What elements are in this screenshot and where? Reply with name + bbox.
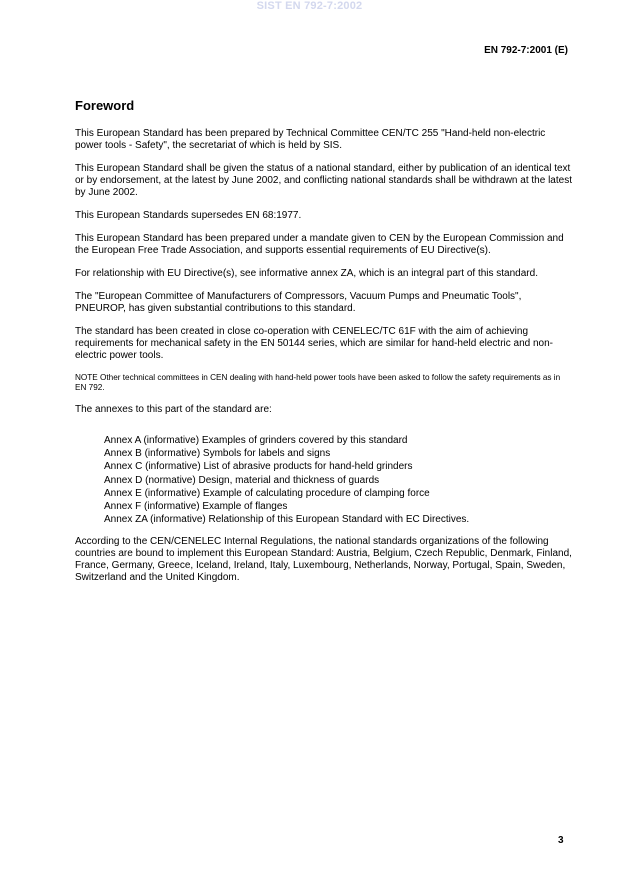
paragraph: This European Standard has been prepared by Technical Committee CEN/TC 255 "Hand-held non-electric power tools - Safety", the secretariat of which is held by SIS. <box>75 128 546 151</box>
foreword-section <box>75 98 572 595</box>
paragraph: This European Standard shall be given the status of a national standard, either by publication of an identical text or by endorsement, at the latest by June 2002, and conflicting national standards shall be withdrawn at the latest by June 2002. <box>75 163 572 198</box>
paragraph: The "European Committee of Manufacturers of Compressors, Vacuum Pumps and Pneumatic Tools", PNEUROP, has given substantial contributions to this standard. <box>75 291 522 314</box>
note: NOTE Other technical committees in CEN dealing with hand-held power tools have been asked to follow the safety requirements as in EN 792. <box>75 373 561 392</box>
paragraph: This European Standards supersedes EN 68:1977. <box>75 210 302 221</box>
watermark: SIST EN 792-7:2002 <box>256 0 363 12</box>
paragraph: For relationship with EU Directive(s), see informative annex ZA, which is an integral part of this standard. <box>75 268 538 279</box>
annex-item: Annex ZA (informative) Relationship of this European Standard with EC Directives. <box>104 514 470 526</box>
paragraph: The standard has been created in close co-operation with CENELEC/TC 61F with the aim of achieving requirements for mechanical safety in the EN 50144 series, which are similar for hand-held electric and non-electric power tools. <box>75 326 554 361</box>
page-number: 3 <box>558 835 564 846</box>
annex-list <box>104 434 572 526</box>
annex-intro: The annexes to this part of the standard are: <box>75 404 272 415</box>
annex-item: Annex F (informative) Example of flanges <box>104 501 288 513</box>
paragraph: This European Standard has been prepared under a mandate given to CEN by the European Commission and the European Free Trade Association, and supports essential requirements of EU Directive(s). <box>75 233 564 256</box>
annex-item: Annex C (informative) List of abrasive products for hand-held grinders <box>104 461 413 473</box>
annex-item: Annex B (informative) Symbols for labels and signs <box>104 448 331 460</box>
section-title: Foreword <box>75 98 135 113</box>
annex-item: Annex E (informative) Example of calculating procedure of clamping force <box>104 487 430 499</box>
annex-item: Annex D (normative) Design, material and thickness of guards <box>104 474 380 486</box>
annex-item: Annex A (informative) Examples of grinders covered by this standard <box>104 435 408 446</box>
document-id: EN 792-7:2001 (E) <box>484 45 568 56</box>
closing-paragraph: According to the CEN/CENELEC Internal Regulations, the national standards organizations of the following countries are bound to implement this European Standard: Austria, Belgium, Czech Republic, Denmark, Finland, France, Germany, Greece, Iceland, Ireland, Italy, Luxembourg, Netherlands, Norway, Portugal, Spain, Sweden, Switzerland and the United Kingdom. <box>75 536 572 584</box>
